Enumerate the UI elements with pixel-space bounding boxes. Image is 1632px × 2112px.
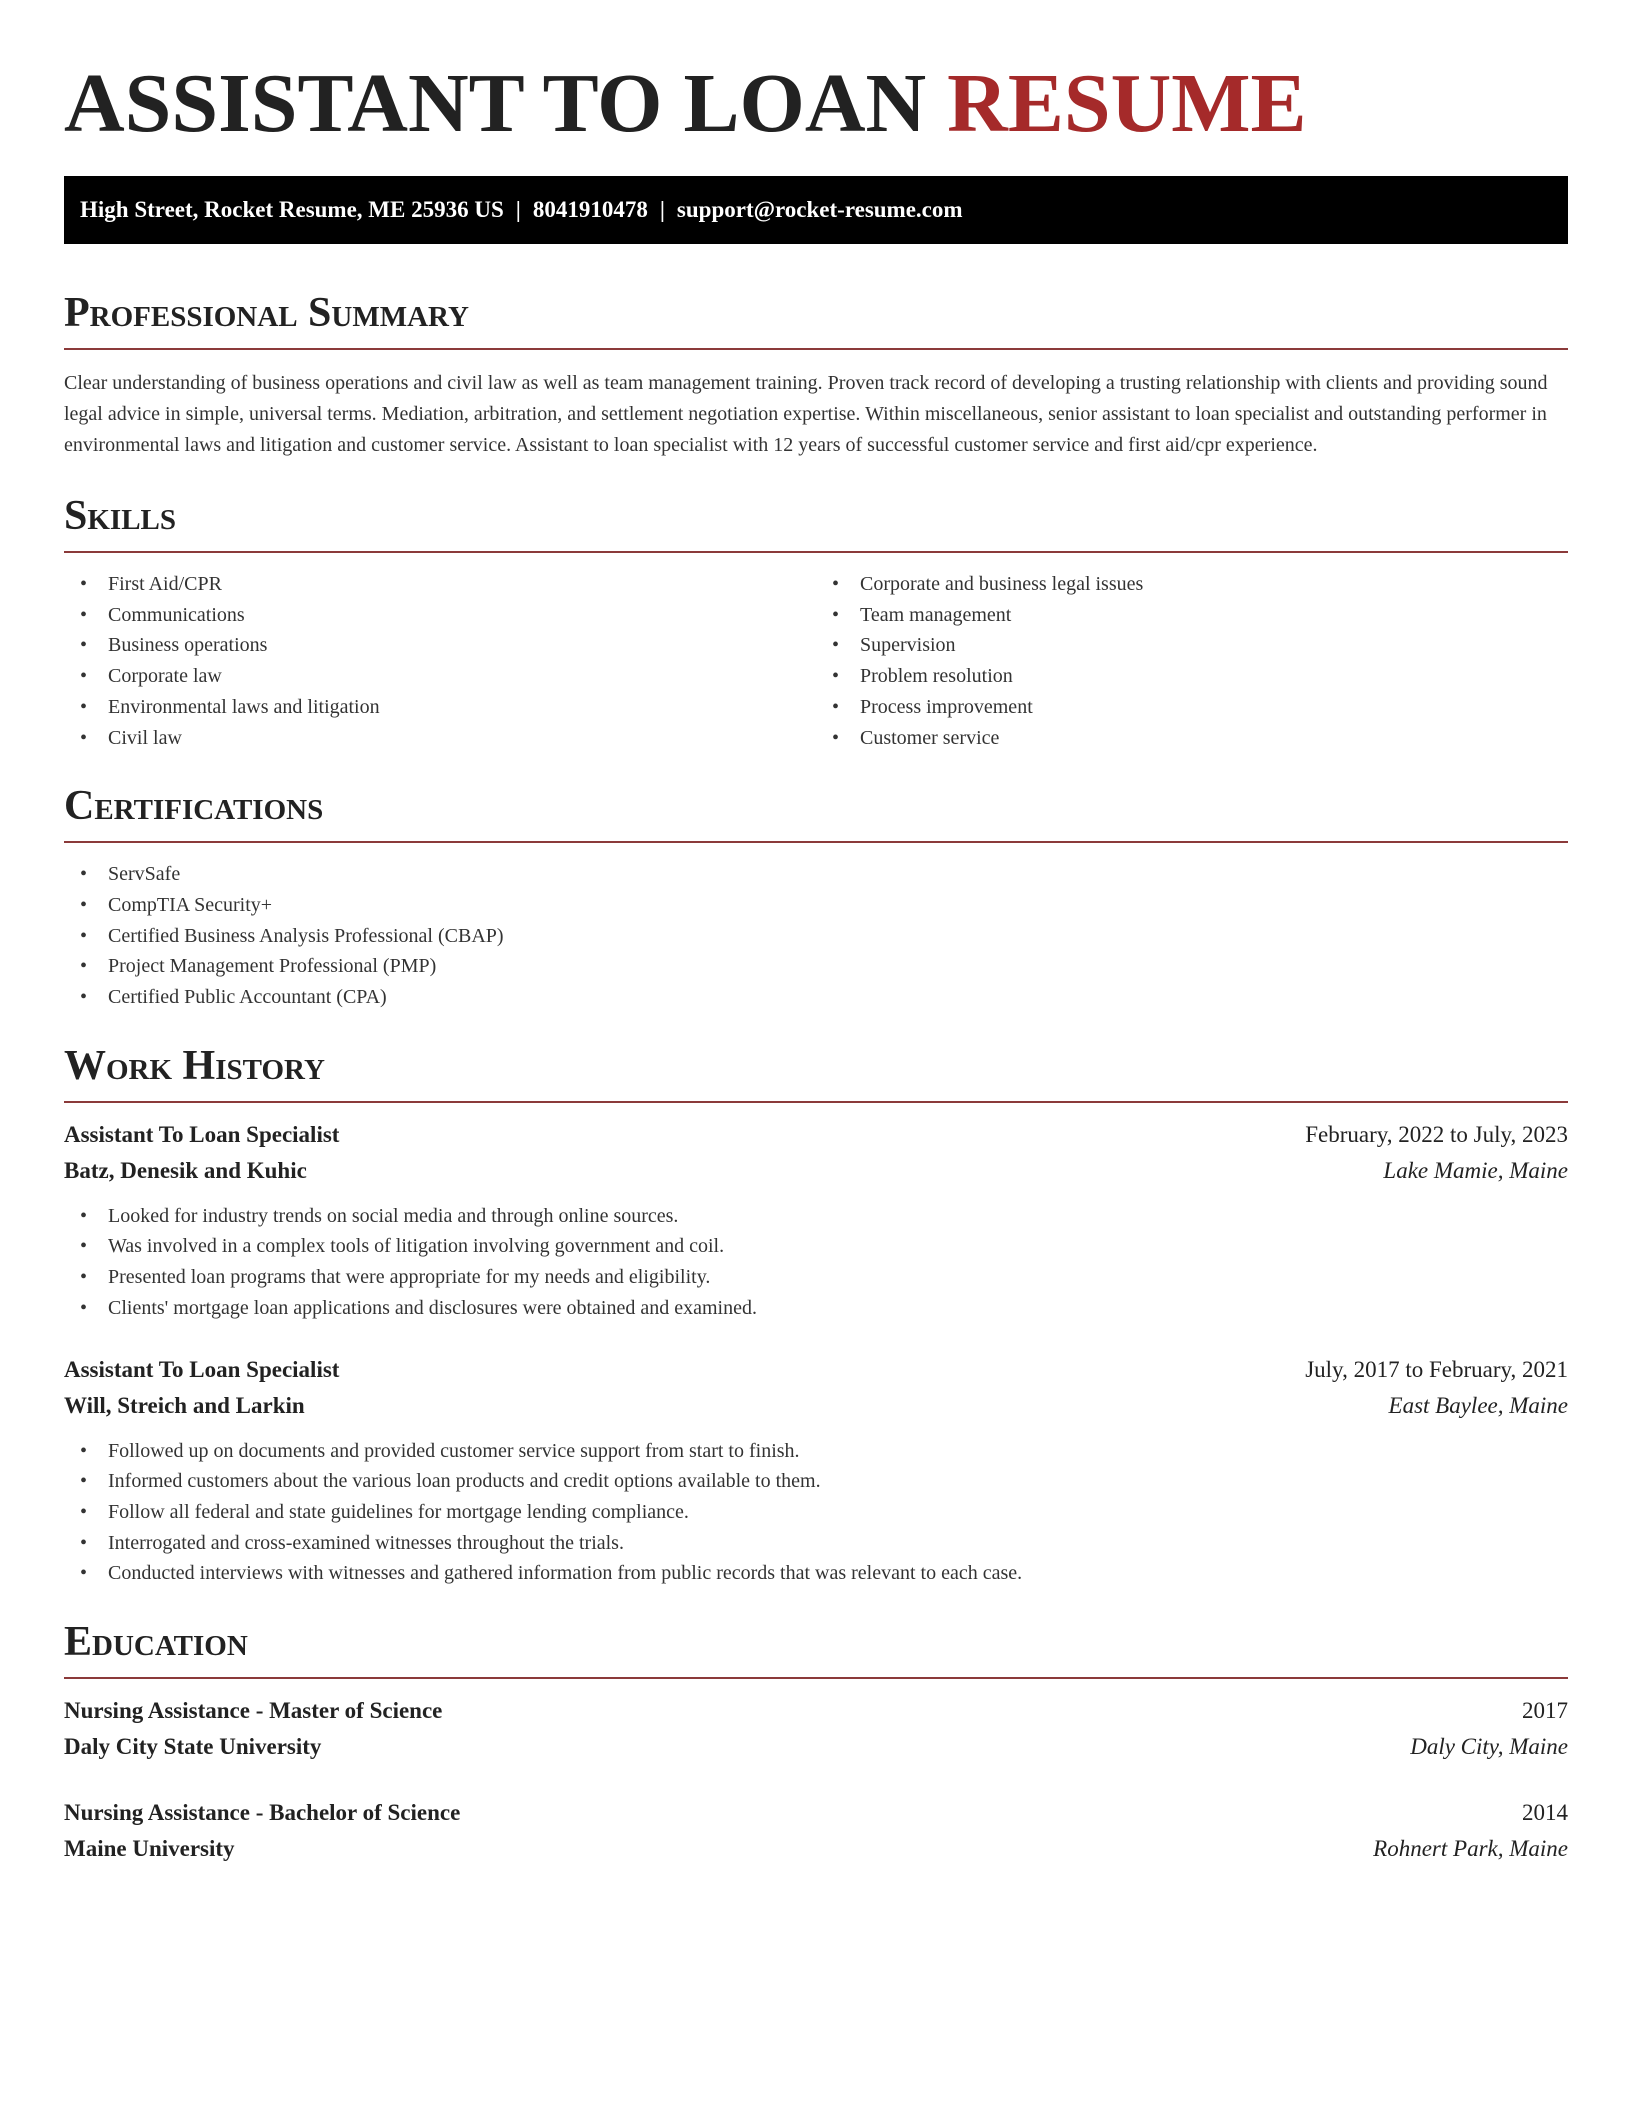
- certification-item: • CompTIA Security+: [64, 890, 1568, 921]
- job-bullets: [64, 1436, 1568, 1590]
- job-title-row: [64, 1117, 1568, 1153]
- contact-phone: 8041910478: [532, 197, 648, 222]
- certification-item: • Project Management Professional (PMP): [64, 951, 1568, 982]
- job-bullet: • Presented loan programs that were appropriate for my needs and eligibility.: [64, 1262, 1568, 1293]
- job-location: Lake Mamie, Maine: [1383, 1157, 1568, 1183]
- contact-bar: [64, 176, 1568, 244]
- skill-item: • Civil law: [64, 723, 816, 754]
- job-company: Will, Streich and Larkin: [64, 1392, 305, 1418]
- section-divider: [64, 551, 1568, 553]
- job-title-row: [64, 1352, 1568, 1388]
- education-school-row: [64, 1831, 1568, 1867]
- certification-item: • ServSafe: [64, 859, 1568, 890]
- job-bullet: • Looked for industry trends on social media and through online sources.: [64, 1201, 1568, 1232]
- education-degree: Nursing Assistance - Master of Science: [64, 1698, 443, 1724]
- education-location: Daly City, Maine: [1410, 1734, 1568, 1760]
- certifications-section: [64, 781, 1568, 1013]
- job-bullets: [64, 1201, 1568, 1324]
- job-dates: July, 2017 to February, 2021: [1305, 1356, 1568, 1382]
- job-company: Batz, Denesik and Kuhic: [64, 1157, 307, 1183]
- education-school: Maine University: [64, 1836, 235, 1862]
- contact-email[interactable]: support@rocket-resume.com: [676, 197, 963, 222]
- job-bullet: • Was involved in a complex tools of litigation involving government and coil.: [64, 1231, 1568, 1262]
- skill-item: • Team management: [816, 600, 1568, 631]
- summary-section: [64, 288, 1568, 461]
- education-entry: [64, 1795, 1568, 1867]
- certification-item: • Certified Business Analysis Professional (CBAP): [64, 921, 1568, 952]
- job-title: Assistant To Loan Specialist: [64, 1356, 340, 1382]
- education-section: [64, 1617, 1568, 1867]
- education-location: Rohnert Park, Maine: [1373, 1836, 1568, 1862]
- education-school: Daly City State University: [64, 1734, 322, 1760]
- title-main: ASSISTANT TO LOAN: [64, 57, 927, 150]
- skill-item: • Environmental laws and litigation: [64, 692, 816, 723]
- job-dates: February, 2022 to July, 2023: [1305, 1121, 1568, 1147]
- skill-item: • Corporate and business legal issues: [816, 569, 1568, 600]
- contact-separator: |: [515, 197, 521, 222]
- certification-item: • Certified Public Accountant (CPA): [64, 982, 1568, 1013]
- skill-item: • Problem resolution: [816, 661, 1568, 692]
- section-divider: [64, 1101, 1568, 1103]
- skill-item: • Process improvement: [816, 692, 1568, 723]
- job-company-row: [64, 1153, 1568, 1189]
- skills-list-left: [64, 569, 816, 753]
- skill-item: • First Aid/CPR: [64, 569, 816, 600]
- skills-section: [64, 491, 1568, 753]
- job-company-row: [64, 1388, 1568, 1424]
- skill-item: • Business operations: [64, 630, 816, 661]
- job-bullet: • Follow all federal and state guidelines for mortgage lending compliance.: [64, 1497, 1568, 1528]
- job-bullet: • Followed up on documents and provided customer service support from start to finish.: [64, 1436, 1568, 1467]
- job-bullet: • Clients' mortgage loan applications and disclosures were obtained and examined.: [64, 1293, 1568, 1324]
- section-divider: [64, 348, 1568, 350]
- skills-heading: Skills: [64, 493, 177, 539]
- education-degree-row: [64, 1795, 1568, 1831]
- job-location: East Baylee, Maine: [1388, 1392, 1568, 1418]
- job-bullet: • Interrogated and cross-examined witnesses throughout the trials.: [64, 1528, 1568, 1559]
- skill-item: • Communications: [64, 600, 816, 631]
- education-heading: Education: [64, 1619, 248, 1666]
- summary-heading: Professional Summary: [64, 290, 469, 336]
- contact-address: High Street, Rocket Resume, ME 25936 US: [80, 197, 504, 222]
- summary-text: Clear understanding of business operations and civil law as well as team management training. Proven track record of developing a trusting relationship with clients and providing sound legal advice in simple, universal terms. Mediation, arbitration, and settlement negotiation expertise. Within miscellaneous, senior assistant to loan specialist and outstanding performer in environmental laws and litigation and customer service. Assistant to loan specialist with 12 years of successful customer service and first aid/cpr experience.: [64, 372, 1548, 456]
- certifications-heading: Certifications: [64, 783, 324, 830]
- skill-item: • Customer service: [816, 723, 1568, 754]
- job-bullet: • Informed customers about the various loan products and credit options available to them.: [64, 1466, 1568, 1497]
- section-divider: [64, 1677, 1568, 1679]
- skill-item: • Supervision: [816, 630, 1568, 661]
- job-bullet: • Conducted interviews with witnesses and gathered information from public records that was relevant to each case.: [64, 1558, 1568, 1589]
- skill-item: • Corporate law: [64, 661, 816, 692]
- work-history-section: [64, 1041, 1568, 1589]
- education-entry: [64, 1693, 1568, 1765]
- education-degree: Nursing Assistance - Bachelor of Science: [64, 1800, 461, 1826]
- education-year: 2017: [1522, 1698, 1568, 1724]
- skills-grid: [64, 569, 1568, 753]
- education-degree-row: [64, 1693, 1568, 1729]
- work-history-heading: Work History: [64, 1042, 325, 1089]
- job-title: Assistant To Loan Specialist: [64, 1121, 340, 1147]
- job-entry: [64, 1117, 1568, 1324]
- contact-separator: |: [659, 197, 665, 222]
- skills-list-right: [816, 569, 1568, 753]
- resume-title: [64, 54, 1568, 154]
- education-year: 2014: [1522, 1800, 1568, 1826]
- title-accent: RESUME: [947, 57, 1307, 150]
- education-school-row: [64, 1729, 1568, 1765]
- certifications-list: [64, 859, 1568, 1013]
- section-divider: [64, 841, 1568, 843]
- job-entry: [64, 1352, 1568, 1590]
